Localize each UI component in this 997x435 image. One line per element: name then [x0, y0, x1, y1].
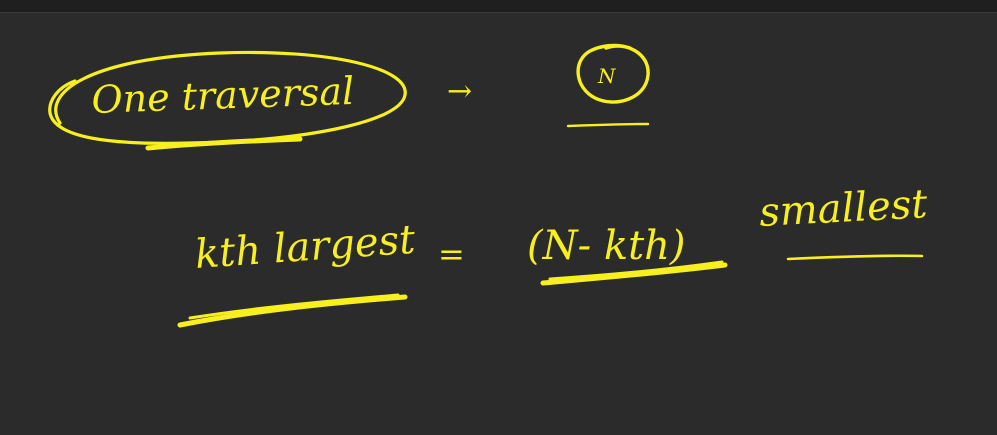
underline-kth-largest — [180, 297, 405, 325]
text-n-minus-kth: (N- kth) — [527, 223, 686, 269]
underline-smallest — [788, 256, 922, 259]
underline-n — [568, 124, 648, 126]
equals-symbol: = — [438, 235, 465, 273]
drawing-canvas[interactable] — [0, 13, 997, 435]
arrow-symbol: → — [447, 74, 473, 109]
text-complexity-n: N — [598, 64, 616, 88]
text-kth-largest: kth largest — [193, 216, 417, 278]
text-smallest: smallest — [758, 181, 929, 236]
canvas-svg — [0, 13, 997, 435]
text-one-traversal: One traversal — [90, 68, 355, 122]
top-toolbar — [0, 0, 997, 13]
